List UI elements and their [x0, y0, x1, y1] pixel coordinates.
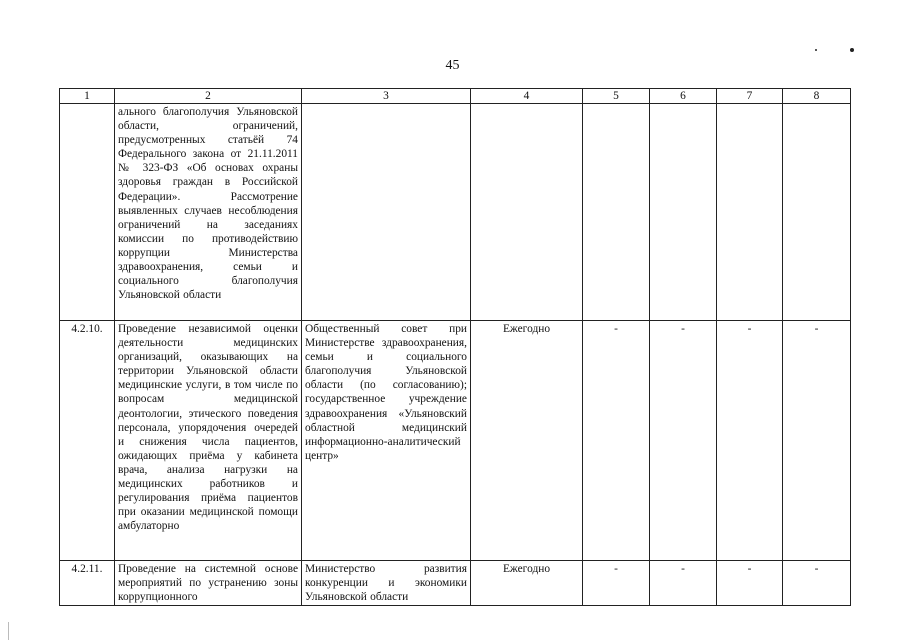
scan-speck — [815, 49, 817, 51]
value-cell: - — [783, 561, 851, 606]
scan-edge-line — [8, 622, 9, 640]
period-cell: Ежегодно — [471, 561, 583, 606]
description-cell: Проведение независимой оценки деятельности медицинских организаций, оказывающих на территории Ульяновской области медицинские услуги, в том числе по вопросам медицинской деонтологии, этического поведения персонала, упорядочения очередей и снижения числа пациентов, ожидающих приёма у кабинета врача, анализа нагрузки на медицинских работников и регулирования приёма пациентов при оказании медицинской помощи амбулаторно — [115, 321, 302, 561]
value-cell — [717, 104, 783, 321]
executor-cell — [302, 104, 471, 321]
header-cell: 3 — [302, 89, 471, 104]
header-cell: 6 — [650, 89, 717, 104]
table-row — [60, 104, 851, 321]
header-cell: 1 — [60, 89, 115, 104]
value-cell: - — [650, 321, 717, 561]
measures-table — [59, 88, 851, 606]
page-number: 45 — [445, 58, 460, 73]
executor-cell: Министерство развития конкуренции и экономики Ульяновской области — [302, 561, 471, 606]
scan-speck — [850, 48, 854, 52]
header-cell: 5 — [583, 89, 650, 104]
period-cell: Ежегодно — [471, 321, 583, 561]
header-cell: 8 — [783, 89, 851, 104]
header-cell: 4 — [471, 89, 583, 104]
table-header-row — [60, 89, 851, 104]
description-cell: ального благополучия Ульяновской области, ограничений, предусмотренных статьёй 74 Федерального закона от 21.11.2011 № 323-ФЗ «Об основах охраны здоровья граждан в Российской Федерации». Рассмотрение выявленных случаев несоблюдения ограничений на заседаниях комиссии по противодействию коррупции Министерства здравоохранения, семьи и социального благополучия Ульяновской области — [115, 104, 302, 321]
header-cell: 2 — [115, 89, 302, 104]
period-cell — [471, 104, 583, 321]
value-cell — [650, 104, 717, 321]
value-cell: - — [583, 321, 650, 561]
value-cell: - — [717, 561, 783, 606]
value-cell: - — [583, 561, 650, 606]
value-cell: - — [650, 561, 717, 606]
value-cell: - — [783, 321, 851, 561]
executor-cell: Общественный совет при Министерстве здравоохранения, семьи и социального благополучия Ульяновской области (по согласованию); государственное учреждение здравоохранения «Ульяновский областной медицинский информационно-аналитический центр» — [302, 321, 471, 561]
row-number-cell: 4.2.10. — [60, 321, 115, 561]
value-cell — [583, 104, 650, 321]
table-row — [60, 321, 851, 561]
header-cell: 7 — [717, 89, 783, 104]
value-cell: - — [717, 321, 783, 561]
value-cell — [783, 104, 851, 321]
row-number-cell — [60, 104, 115, 321]
row-number-cell: 4.2.11. — [60, 561, 115, 606]
table-row — [60, 561, 851, 606]
description-cell: Проведение на системной основе мероприятий по устранению зоны коррупционного — [115, 561, 302, 606]
